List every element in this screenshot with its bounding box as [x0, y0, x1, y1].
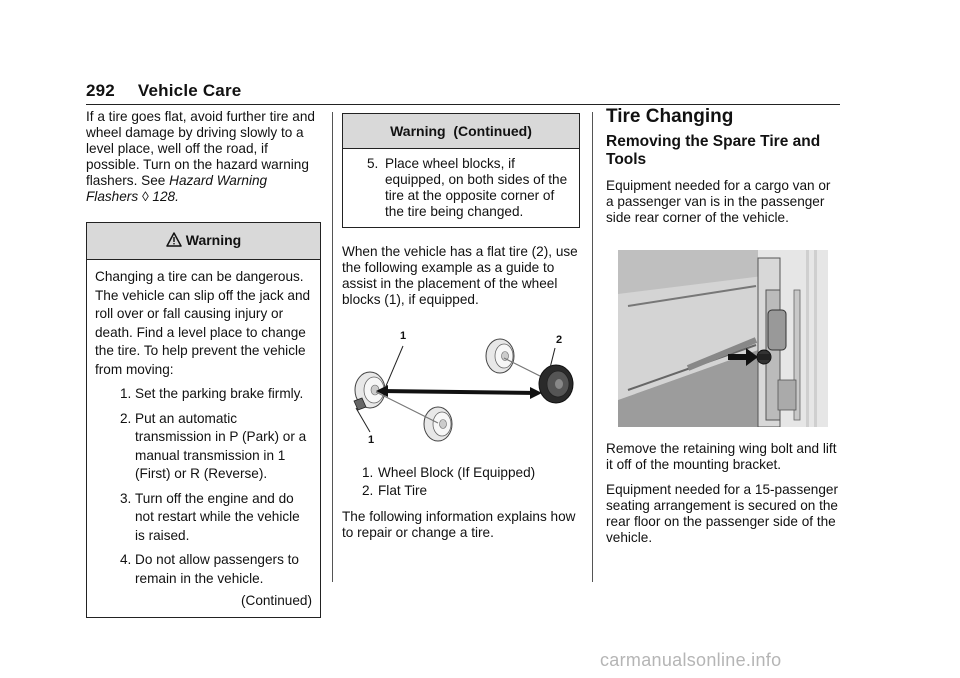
equipment-paragraph: Equipment needed for a cargo van or a passenger van is in the passenger side rear corner of the vehicle. [606, 178, 831, 225]
warning-box [86, 222, 321, 618]
page-number: 292 [86, 81, 115, 100]
flat-tire-paragraph: When the vehicle has a flat tire (2), use the following example as a guide to assist in the placement of the wheel blocks (1), if equipped. [342, 244, 578, 307]
list-item: 2. Flat Tire [362, 483, 428, 498]
wheel-block-diagram [342, 328, 580, 453]
subsection-heading: Removing the Spare Tire and Tools [606, 133, 821, 168]
flat-tire [539, 365, 573, 403]
section-title: Vehicle Care [137, 81, 242, 100]
continued-label: (Continued) [240, 593, 312, 608]
page-header [86, 81, 241, 101]
warning-icon [166, 232, 182, 250]
fifteen-passenger-paragraph: Equipment needed for a 15-passenger seating arrangement is secured on the rear floor on the passenger side of the vehicle. [606, 482, 839, 545]
column-divider [332, 112, 333, 582]
list-item: 3. Turn off the engine and do not restart while the vehicle is raised. [120, 490, 300, 543]
list-item: 2. Put an automatic transmission in P (Park) or a manual transmission in 1 (First) or R (Reverse). [120, 410, 307, 481]
list-item: 4. Do not allow passengers to remain in the vehicle. [120, 552, 299, 586]
callout-1-bottom: 1 [368, 434, 375, 446]
list-item: 1. Wheel Block (If Equipped) [362, 465, 536, 480]
column-divider [592, 112, 593, 582]
column-2 [342, 109, 580, 550]
warning-continued-box [342, 113, 580, 228]
repair-paragraph: The following information explains how to repair or change a tire. [342, 509, 576, 540]
warning-continued-body [343, 149, 579, 227]
warning-title: Warning [185, 232, 242, 248]
column-3 [606, 106, 840, 555]
rear-left-tire [424, 407, 452, 441]
callout-2: 2 [556, 334, 563, 346]
warning-text: Changing a tire can be dangerous. The vehicle can slip off the jack and roll over or fall causing injury or death. Find a level place to change the tire. To help prevent the vehicle from moving: [95, 269, 311, 377]
remove-bolt-paragraph: Remove the retaining wing bolt and lift it off of the mounting bracket. [606, 441, 837, 472]
header-rule [86, 104, 840, 105]
watermark: carmanualsonline.info [600, 650, 782, 670]
warning-body [87, 260, 320, 617]
figure-captions [342, 465, 580, 499]
spare-tire-photo [618, 250, 828, 427]
list-item: 1. Set the parking brake firmly. [120, 386, 304, 401]
warning-continued-header: Warning (Continued) [343, 114, 579, 149]
section-heading: Tire Changing [606, 106, 734, 127]
rear-right-tire [486, 339, 514, 373]
intro-text: If a tire goes flat, avoid further tire and wheel damage by driving slowly to a level place, well off the road, if possible. Turn on the hazard warning flashers. See [86, 109, 315, 188]
hazard-link[interactable]: Hazard Warning Flashers [86, 173, 268, 204]
warning-header [87, 223, 320, 260]
column-1 [86, 109, 321, 618]
list-item: 5. Place wheel blocks, if equipped, on both sides of the tire at the opposite corner of the tire being changed. [367, 156, 568, 219]
warning-steps [95, 385, 312, 588]
callout-1-top: 1 [400, 330, 407, 342]
page-ref: ◊ 128 [141, 189, 176, 204]
wheel-block-figure [342, 328, 580, 453]
intro-paragraph: If a tire goes flat, avoid further tire and wheel damage by driving slowly to a level place, well off the road, if possible. Turn on the hazard warning flashers. See Hazard Warning Flashers ◊ 128. [86, 109, 315, 204]
